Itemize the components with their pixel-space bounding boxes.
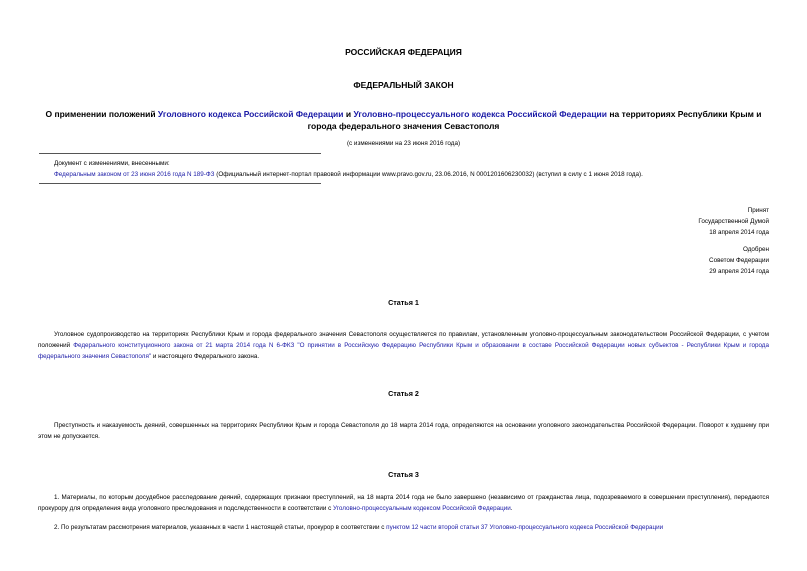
article-37-link[interactable]: пунктом 12 части второй статьи 37 Уголовно-процессуального кодекса Российской Федерации: [386, 524, 664, 531]
adopted-line-3: 18 апреля 2014 года: [709, 229, 769, 236]
amendments-note: [54, 158, 794, 180]
adopted-block: [569, 205, 769, 238]
law-type-heading: ФЕДЕРАЛЬНЫЙ ЗАКОН: [353, 80, 454, 90]
divider-top: [39, 153, 321, 154]
article-1-text-start: Уголовное судопроизводство на территориях Республики Крым и города федерального значения Севастополя осуществляется по правилам, установленным уголовно-процессуальным законодательством Российской Федерации, с учетом положений: [38, 331, 769, 349]
article-3-part-1: [38, 492, 769, 514]
article-2-heading: Статья 2: [388, 389, 419, 398]
article-3-part-2: [38, 522, 769, 533]
amendments-line: [54, 169, 794, 180]
article-2-text: Преступность и наказуемость деяний, совершенных на территориях Республики Крым и города Севастополя до 18 марта 2014 года, определяются на основании уголовного законодательства Российской Федерации. Поворот к худшему при этом не допускается.: [38, 422, 769, 440]
article-1-heading: Статья 1: [388, 298, 419, 307]
title-text-3: на территориях Республики Крым и города федерального значения Севастополя: [307, 109, 762, 131]
article-3-part-1-end: .: [510, 505, 513, 512]
criminal-procedure-code-link[interactable]: Уголовно-процессуального кодекса Российской Федерации: [353, 109, 607, 119]
divider-bottom: [39, 183, 321, 184]
amending-law-link[interactable]: Федеральным законом от 23 июня 2016 года N 189-ФЗ: [54, 171, 215, 178]
approved-line-3: 29 апреля 2014 года: [709, 268, 769, 275]
law-title: [30, 108, 777, 132]
article-1-text: [38, 329, 769, 362]
article-1-text-end: и настоящего Федерального закона.: [151, 353, 260, 360]
constitutional-law-link[interactable]: Федерального конституционного закона от 21 марта 2014 года N 6-ФКЗ "О принятии в Российскую Федерацию Республики Крым и образовании в составе Российской Федерации новых субъектов - Республики Крым и города федерального значения Севастополя": [38, 342, 769, 360]
criminal-code-link[interactable]: Уголовного кодекса Российской Федерации: [157, 109, 344, 119]
edition-note: (с изменениями на 23 июня 2016 года): [346, 140, 461, 147]
article-3-part-2-text: 2. По результатам рассмотрения материалов, указанных в части 1 настоящей статьи, прокурор в соответствии с: [54, 524, 387, 531]
criminal-procedure-code-ref-link[interactable]: Уголовно-процессуальным кодексом Российской Федерации: [333, 505, 511, 512]
approved-block: [569, 244, 769, 277]
amendments-label: Документ с изменениями, внесенными:: [54, 160, 170, 167]
adopted-line-1: Принят: [747, 207, 769, 214]
adopted-line-2: Государственной Думой: [698, 218, 769, 225]
title-text-1: О применении положений: [45, 109, 158, 119]
approved-line-2: Советом Федерации: [709, 257, 769, 264]
approved-line-1: Одобрен: [742, 246, 769, 253]
article-3-part-1-text: 1. Материалы, по которым досудебное расследование деяний, содержащих признаки преступлений, на 18 марта 2014 года не было завершено (независимо от гражданства лица, подозреваемого в совершении преступления), передаются прокурору для определения вида уголовного преследования и подследственности в соответствии с: [38, 494, 769, 512]
title-text-2: и: [343, 109, 354, 119]
article-3-heading: Статья 3: [388, 470, 419, 479]
amendments-details: (Официальный интернет-портал правовой информации www.pravo.gov.ru, 23.06.2016, N 0001201606230032) (вступил в силу с 1 июня 2018 года).: [214, 171, 643, 178]
country-heading: РОССИЙСКАЯ ФЕДЕРАЦИЯ: [345, 47, 462, 57]
